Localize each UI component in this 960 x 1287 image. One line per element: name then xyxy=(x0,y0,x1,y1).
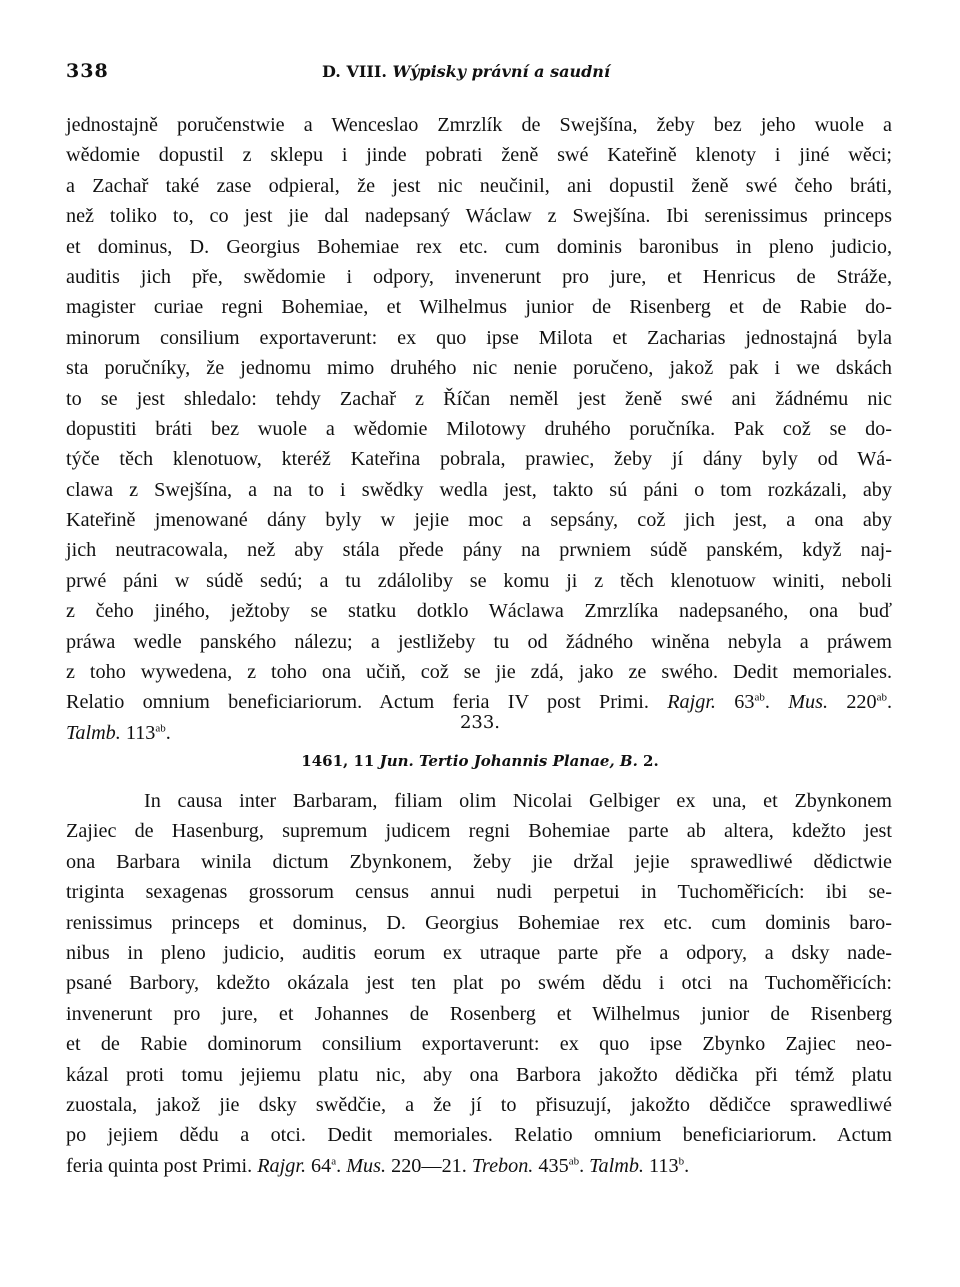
text-line: prwé páni w súdě sedú; a tu zdáloliby se komu ji z těch klenotuow winiti, neboli xyxy=(66,569,892,592)
ref-rajgr: Rajgr. xyxy=(667,691,716,714)
ref-rajgr-sup: a xyxy=(331,1154,337,1167)
text-line: to se jest shledalo: tehdy Zachař z Říčan neměl jest ženě swé ani žádnému nic xyxy=(66,387,892,410)
ref-trebon-sup: ab xyxy=(568,1154,580,1167)
text-line: po jejiem dědu a otci. Dedit memoriales. Relatio omnium beneficiariorum. Actum xyxy=(66,1124,892,1147)
ref-talmb: Talmb. xyxy=(589,1154,644,1177)
text-segment: Relatio omnium beneficiariorum. Actum feria IV post Primi. xyxy=(66,691,649,714)
text-line: triginta sexagenas grossorum census annui nudi perpetui in Tuchoměřicích: ibi se- xyxy=(66,881,892,904)
ref-trebon-value: 435 xyxy=(538,1154,569,1177)
text-line: nibus in pleno judicio, auditis eorum ex utraque parte pře a odpory, a dsky nade- xyxy=(66,941,892,964)
page-number: 338 xyxy=(66,60,109,82)
text-line: auditis jich pře, swědomie i odpory, invenerunt pro jure, et Henricus de Stráže, xyxy=(66,265,892,288)
ref-mus-value: 220 xyxy=(846,691,877,714)
ref-rajgr: Rajgr. xyxy=(257,1154,306,1177)
text-line: než toliko to, co jest jie dal nadepsaný Wáclaw z Swejšína. Ibi serenissimus princeps xyxy=(66,205,892,228)
text-line: magister curiae regni Bohemiae, et Wilhelmus junior de Risenberg et de Rabie do- xyxy=(66,296,892,319)
text-line: Zajiec de Hasenburg, supremum judicem regni Bohemiae parte ab altera, kdežto jest xyxy=(66,820,892,843)
text-line: invenerunt pro jure, et Johannes de Rosenberg et Wilhelmus junior de Risenberg xyxy=(66,1002,892,1025)
text-line: jednostajně poručenstwie a Wenceslao Zmrzlík de Swejšína, žeby bez jeho wuole a xyxy=(66,114,892,136)
text-line: sta poručníky, že jednomu mimo druhého nic nenie poručeno, jakož pak i we dskách xyxy=(66,357,892,380)
running-head xyxy=(66,60,894,90)
ref-mus-sup: ab xyxy=(876,691,887,704)
text-line: zuostala, jakož jie dsky swědčie, a že jí to přisuzují, jakožto dědičce sprawedliwé xyxy=(66,1093,892,1116)
ref-talmb-value: 113 xyxy=(649,1154,679,1177)
ref-rajgr-value: 63 xyxy=(734,691,755,714)
text-line: kázal proti tomu jejiemu platu nic, aby ona Barbora jakožto dědička při témž platu xyxy=(66,1063,892,1086)
text-segment: feria quinta post Primi. xyxy=(66,1154,253,1177)
text-line-refs: Relatio omnium beneficiariorum. Actum feria IV post Primi. Rajgr. $63^{ab}$. Mus. $220^{ab}$. xyxy=(66,691,893,714)
entry-233-body xyxy=(66,786,892,1181)
running-title xyxy=(322,62,610,81)
text-line: Kateřině jmenowané dány byly w jejie moc a sepsány, což jich jest, a ona aby xyxy=(66,509,892,532)
text-line-refs-end: Talmb. $113^{ab}$. xyxy=(66,721,171,744)
text-line: et de Rabie dominorum consilium exportaverunt: ex quo ipse Zbynko Zajiec neo- xyxy=(66,1033,892,1056)
text-line: jich neutracowala, než aby stála přede pány na prwniem súdě panském, když naj- xyxy=(66,539,892,562)
text-line: z toho wywedena, z toho ona učiň, což se jie zdá, jako ze swého. Dedit memoriales. xyxy=(66,661,892,684)
text-line: clawa z Swejšína, a na to i swědky wedla jest, takto sú páni o tom rozkázali, aby xyxy=(66,478,892,501)
ref-talmb-value: 113 xyxy=(125,721,156,744)
ref-talmb-sup: b xyxy=(678,1154,685,1167)
ref-mus-value: 220—21. xyxy=(391,1154,467,1177)
text-line: In causa inter Barbaram, filiam olim Nicolai Gelbiger ex una, et Zbynkonem xyxy=(144,790,892,812)
section-label: D. VIII. xyxy=(322,62,387,81)
text-line: a Zachař také zase odpieral, že jest nic neučinil, ani dopustil ženě swé čeho bráti, xyxy=(66,174,892,197)
text-line: dopustiti bráti bez wuole a wědomie Milotowy druhého poručníka. Pak což se do- xyxy=(66,417,892,440)
ref-rajgr-sup: ab xyxy=(754,691,765,704)
date-plain: 1461, 11 xyxy=(301,752,375,770)
ref-trebon: Trebon. xyxy=(471,1154,534,1177)
ref-talmb-sup: ab xyxy=(155,722,166,735)
running-title-italic: Wýpisky právní a saudní xyxy=(392,62,611,81)
entry-232-continuation xyxy=(66,110,892,748)
ref-talmb: Talmb. xyxy=(66,721,121,744)
text-line-refs: feria quinta post Primi. Rajgr. 64$^a$. Mus. 220—21. Trebon. $435^{ab}$. Talmb. 113$^b$. xyxy=(66,1154,690,1177)
date-italic: Jun. Tertio Johannis Planae, B. xyxy=(379,752,638,770)
text-line: týče těch klenotuow, kteréž Kateřina pobrala, prawiec, žeby jí dány byly od Wá- xyxy=(66,448,892,471)
ref-rajgr-value: 64 xyxy=(311,1154,332,1177)
text-line: wědomie dopustil z sklepu i jinde pobrati ženě swé Kateřině klenoty i jiné wěci; xyxy=(66,144,892,167)
text-line: renissimus princeps et dominus, D. Georgius Bohemiae rex etc. cum dominis baro- xyxy=(66,911,892,934)
date-tail: 2. xyxy=(643,752,659,770)
ref-mus: Mus. xyxy=(346,1154,387,1177)
text-line: minorum consilium exportaverunt: ex quo ipse Milota et Zacharias jednostajná byla xyxy=(66,326,892,349)
text-line: psané Barbory, kdežto okázala jest ten plat po swém dědu i otci na Tuchoměřicích: xyxy=(66,972,892,995)
ref-mus: Mus. xyxy=(788,691,829,714)
text-line: z čeho jiného, ježtoby se statku dotklo Wáclawa Zmrzlíka nadepsaného, ona buď xyxy=(66,600,892,623)
text-line: práwa wedle panského nálezu; a jestližeby tu od žádného winěna nebyla a práwem xyxy=(66,630,892,653)
text-line: et dominus, D. Georgius Bohemiae rex etc. cum dominis baronibus in pleno judicio, xyxy=(66,235,892,258)
text-line: ona Barbara winila dictum Zbynkonem, žeby jie držal jejie sprawedliwé dědictwie xyxy=(66,850,892,873)
entry-date-line xyxy=(0,752,960,770)
entry-number: 233. xyxy=(459,712,501,733)
